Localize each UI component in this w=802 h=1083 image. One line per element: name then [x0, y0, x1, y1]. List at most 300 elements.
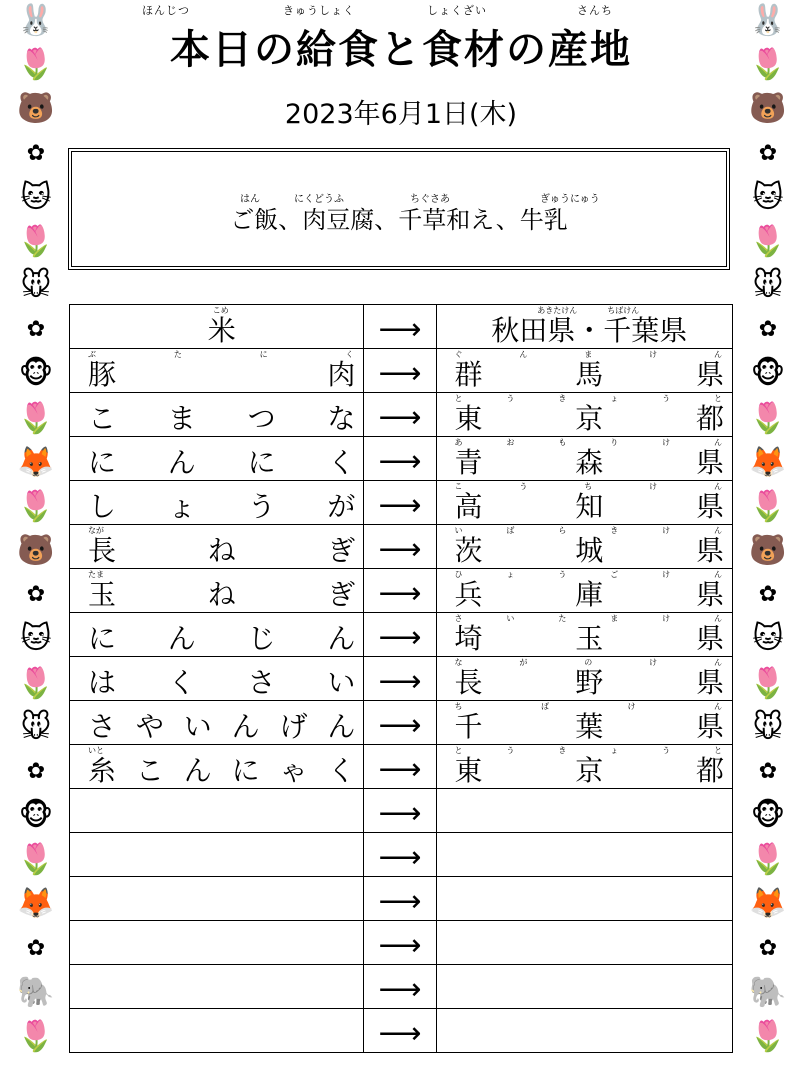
origin-char: 都 — [695, 754, 724, 787]
title-ruby: ほんじつ — [142, 4, 190, 17]
origin-cell — [436, 657, 732, 701]
arrow-cell — [364, 305, 436, 349]
food-char: や — [135, 710, 164, 743]
table-row — [70, 569, 733, 613]
ruby-char: ょ — [506, 570, 515, 579]
food-name — [70, 884, 363, 920]
food-char: ょ — [167, 490, 196, 523]
origin-name — [437, 752, 732, 788]
ingredient-origin-table — [69, 304, 733, 1053]
table-row — [70, 349, 733, 393]
ruby-char: いと — [88, 746, 104, 755]
origin-ruby — [455, 658, 722, 668]
ruby-char: ば — [541, 702, 550, 711]
ruby-char: ぐ — [454, 350, 463, 359]
food-char: ん — [167, 446, 196, 479]
table-row — [70, 393, 733, 437]
food-char: こ — [135, 754, 164, 787]
arrow-icon: ⟶ — [378, 884, 422, 919]
arrow-icon: ⟶ — [378, 620, 422, 655]
ruby-char: ま — [610, 614, 619, 623]
food-name — [70, 840, 363, 876]
arrow-icon: ⟶ — [378, 752, 422, 787]
flower-icon: ✿ — [26, 141, 46, 166]
food-name — [70, 708, 363, 744]
tulip-icon: 🌷 — [17, 47, 55, 82]
elephant-icon: 🐘 — [749, 975, 787, 1010]
origin-char: 都 — [695, 402, 724, 435]
food-ruby — [88, 702, 353, 712]
origin-char: 城 — [575, 534, 604, 567]
food-ruby — [88, 482, 353, 492]
ruby-char: う — [662, 746, 671, 755]
food-name — [70, 400, 363, 436]
food-name — [70, 664, 363, 700]
food-name — [70, 356, 363, 392]
food-char: じ — [247, 622, 276, 655]
food-char: い — [327, 666, 356, 699]
arrow-cell — [364, 481, 436, 525]
ruby-char: ひ — [454, 570, 463, 579]
food-char: 肉 — [327, 358, 356, 391]
origin-name — [437, 356, 732, 392]
tulip-icon: 🌷 — [17, 489, 55, 524]
ruby-char: き — [610, 526, 619, 535]
origin-cell — [436, 569, 732, 613]
food-cell — [70, 657, 364, 701]
origin-name — [437, 620, 732, 656]
table-row — [70, 657, 733, 701]
origin-ruby — [455, 878, 722, 888]
table-row — [70, 701, 733, 745]
food-char: に — [231, 754, 260, 787]
table-row — [70, 437, 733, 481]
ruby-char: と — [454, 394, 463, 403]
ruby-char: あきたけん — [537, 306, 578, 315]
ruby-char: こめ — [212, 306, 229, 315]
ruby-char: に — [259, 350, 268, 359]
ruby-char: と — [713, 394, 722, 403]
tulip-icon: 🌷 — [17, 401, 55, 436]
origin-cell — [436, 613, 732, 657]
origin-cell — [436, 437, 732, 481]
origin-cell — [436, 349, 732, 393]
title-ruby: さんち — [577, 4, 613, 17]
origin-name — [437, 400, 732, 436]
food-name — [70, 752, 363, 788]
fox-icon: 🦊 — [17, 886, 55, 921]
menu-box-inner — [71, 151, 727, 267]
arrow-icon: ⟶ — [378, 796, 422, 831]
tulip-icon: 🌷 — [749, 401, 787, 436]
ruby-char: け — [649, 658, 658, 667]
food-char: つ — [247, 402, 276, 435]
tulip-icon: 🌷 — [749, 1019, 787, 1054]
food-char: く — [327, 754, 356, 787]
arrow-icon: ⟶ — [378, 840, 422, 875]
cat-icon: 🐱 — [752, 180, 784, 215]
food-ruby — [88, 570, 353, 580]
tulip-icon: 🌷 — [749, 224, 787, 259]
left-animal-border — [8, 0, 64, 1083]
arrow-icon: ⟶ — [378, 708, 422, 743]
food-char: に — [88, 446, 117, 479]
arrow-cell — [364, 393, 436, 437]
food-ruby — [88, 394, 353, 404]
flower-icon: ✿ — [758, 936, 778, 961]
menu-ruby: ぎゅうにゅう — [540, 194, 600, 205]
origin-name — [437, 312, 732, 348]
cat-icon: 🐱 — [20, 621, 52, 656]
page-title: 本日の給食と食材の産地 — [170, 27, 632, 73]
menu-box — [68, 148, 730, 270]
ruby-char: い — [506, 614, 515, 623]
food-name — [70, 1016, 363, 1052]
title-ruby: きゅうしょく — [283, 4, 355, 17]
food-char: ね — [207, 534, 236, 567]
arrow-icon: ⟶ — [378, 928, 422, 963]
arrow-cell — [364, 877, 436, 921]
arrow-cell — [364, 789, 436, 833]
ruby-char: き — [558, 746, 567, 755]
ruby-char: ま — [584, 350, 593, 359]
arrow-cell — [364, 1009, 436, 1053]
food-char: ん — [327, 622, 356, 655]
food-name — [70, 928, 363, 964]
ruby-char: き — [558, 394, 567, 403]
food-name — [70, 796, 363, 832]
arrow-cell — [364, 745, 436, 789]
origin-char: 県 — [695, 358, 724, 391]
origin-char: 県 — [695, 710, 724, 743]
mouse-icon: 🐭 — [752, 268, 784, 303]
arrow-icon: ⟶ — [378, 444, 422, 479]
ruby-char: ん — [519, 350, 528, 359]
ruby-char: う — [662, 394, 671, 403]
ruby-char: た — [558, 614, 567, 623]
food-ruby — [88, 350, 353, 360]
origin-char: 県 — [695, 622, 724, 655]
table-row — [70, 833, 733, 877]
ruby-char: う — [558, 570, 567, 579]
food-name — [70, 620, 363, 656]
mouse-icon: 🐭 — [20, 268, 52, 303]
arrow-icon: ⟶ — [378, 664, 422, 699]
food-ruby — [88, 790, 353, 800]
ruby-char: ん — [713, 658, 722, 667]
origin-cell — [436, 921, 732, 965]
ruby-char: たま — [88, 570, 104, 579]
origin-ruby — [455, 482, 722, 492]
origin-char: 高 — [454, 490, 483, 523]
ruby-char: い — [454, 526, 463, 535]
arrow-cell — [364, 965, 436, 1009]
fox-icon: 🦊 — [749, 886, 787, 921]
origin-char: 県 — [695, 578, 724, 611]
food-char: ん — [327, 710, 356, 743]
rabbit-icon: 🐰 — [17, 3, 55, 38]
food-ruby — [88, 834, 353, 844]
cat-icon: 🐱 — [752, 621, 784, 656]
origin-char: 県 — [695, 490, 724, 523]
table-row — [70, 877, 733, 921]
menu-ruby: にくどうふ — [294, 194, 344, 205]
origin-char: 群 — [454, 358, 483, 391]
menu-ruby: ちぐさあ — [410, 194, 450, 205]
arrow-cell — [364, 569, 436, 613]
ruby-char: ん — [713, 570, 722, 579]
food-char: 玉 — [88, 578, 117, 611]
arrow-cell — [364, 701, 436, 745]
ruby-char: ら — [558, 526, 567, 535]
food-char: は — [88, 666, 117, 699]
origin-ruby — [455, 922, 722, 932]
ruby-char: ん — [713, 482, 722, 491]
ruby-char: け — [662, 438, 671, 447]
origin-name — [437, 708, 732, 744]
origin-char: 埼 — [454, 622, 483, 655]
food-cell — [70, 877, 364, 921]
food-ruby — [88, 878, 353, 888]
origin-cell — [436, 481, 732, 525]
tulip-icon: 🌷 — [17, 842, 55, 877]
food-name — [70, 488, 363, 524]
arrow-icon: ⟶ — [378, 532, 422, 567]
food-char: ゃ — [279, 754, 308, 787]
food-char: げ — [279, 710, 308, 743]
ruby-char: が — [519, 658, 528, 667]
food-cell — [70, 745, 364, 789]
origin-char: 玉 — [575, 622, 604, 655]
origin-name — [437, 884, 732, 920]
food-ruby — [88, 922, 353, 932]
ruby-char: ち — [584, 482, 593, 491]
origin-ruby — [455, 966, 722, 976]
origin-name — [437, 576, 732, 612]
origin-char: 馬 — [575, 358, 604, 391]
origin-char: 県 — [695, 534, 724, 567]
mouse-icon: 🐭 — [20, 710, 52, 745]
origin-cell — [436, 393, 732, 437]
cat-icon: 🐱 — [20, 180, 52, 215]
table-row — [70, 965, 733, 1009]
arrow-cell — [364, 921, 436, 965]
origin-char: 青 — [454, 446, 483, 479]
title-block — [0, 2, 802, 92]
fox-icon: 🦊 — [749, 445, 787, 480]
ruby-char: ご — [610, 570, 619, 579]
arrow-icon: ⟶ — [378, 972, 422, 1007]
food-char: さ — [88, 710, 117, 743]
ruby-char: ん — [713, 702, 722, 711]
table-row — [70, 481, 733, 525]
tulip-icon: 🌷 — [749, 842, 787, 877]
food-char: う — [247, 490, 276, 523]
food-cell — [70, 789, 364, 833]
food-char: く — [327, 446, 356, 479]
ruby-char: さ — [454, 614, 463, 623]
origin-cell — [436, 305, 732, 349]
menu-ruby: はん — [240, 194, 260, 205]
ruby-char: ょ — [610, 394, 619, 403]
food-cell — [70, 701, 364, 745]
food-name — [70, 532, 363, 568]
ruby-char: あ — [454, 438, 463, 447]
origin-name — [437, 928, 732, 964]
food-cell — [70, 921, 364, 965]
arrow-cell — [364, 657, 436, 701]
food-cell — [70, 965, 364, 1009]
origin-ruby — [455, 834, 722, 844]
food-ruby — [88, 306, 353, 316]
ruby-char: け — [662, 570, 671, 579]
ruby-char: ち — [454, 702, 463, 711]
arrow-cell — [364, 349, 436, 393]
ruby-char: う — [506, 746, 515, 755]
food-char: し — [88, 490, 117, 523]
food-name — [70, 444, 363, 480]
food-char: に — [88, 622, 117, 655]
origin-name — [437, 796, 732, 832]
food-char: な — [327, 402, 356, 435]
ruby-char: ちばけん — [607, 306, 640, 315]
ruby-char: ん — [713, 526, 722, 535]
ruby-char: う — [519, 482, 528, 491]
ruby-char: う — [506, 394, 515, 403]
arrow-cell — [364, 437, 436, 481]
origin-char: 森 — [575, 446, 604, 479]
table-row — [70, 305, 733, 349]
flower-icon: ✿ — [758, 759, 778, 784]
right-animal-border — [740, 0, 796, 1083]
flower-icon: ✿ — [758, 317, 778, 342]
mouse-icon: 🐭 — [752, 710, 784, 745]
menu-text: ご飯、肉豆腐、千草和え、牛乳 — [230, 206, 568, 234]
ruby-char: ん — [713, 614, 722, 623]
monkey-icon: 🐵 — [18, 356, 54, 391]
food-char: 豚 — [88, 358, 117, 391]
origin-ruby — [455, 350, 722, 360]
food-char: ね — [207, 578, 236, 611]
origin-name — [437, 972, 732, 1008]
origin-ruby — [455, 746, 722, 756]
food-char: ぎ — [327, 578, 356, 611]
origin-cell — [436, 789, 732, 833]
food-char: ま — [167, 402, 196, 435]
origin-cell — [436, 965, 732, 1009]
food-cell — [70, 393, 364, 437]
arrow-cell — [364, 613, 436, 657]
food-cell — [70, 1009, 364, 1053]
ruby-char: と — [713, 746, 722, 755]
origin-cell — [436, 745, 732, 789]
bear-icon: 🐻 — [749, 91, 787, 126]
ruby-char: く — [345, 350, 354, 359]
rabbit-icon: 🐰 — [749, 3, 787, 38]
food-cell — [70, 613, 364, 657]
food-ruby — [88, 658, 353, 668]
food-char: 米 — [207, 314, 236, 347]
origin-name — [437, 532, 732, 568]
ruby-char: の — [584, 658, 593, 667]
tulip-icon: 🌷 — [749, 489, 787, 524]
flower-icon: ✿ — [26, 936, 46, 961]
tulip-icon: 🌷 — [749, 666, 787, 701]
ruby-char: も — [558, 438, 567, 447]
origin-char: 京 — [575, 402, 604, 435]
food-ruby — [88, 746, 353, 756]
tulip-icon: 🌷 — [17, 666, 55, 701]
ruby-char: ん — [713, 350, 722, 359]
food-cell — [70, 481, 364, 525]
food-char: が — [327, 490, 356, 523]
food-char: い — [183, 710, 212, 743]
bear-icon: 🐻 — [749, 533, 787, 568]
origin-name — [437, 488, 732, 524]
ruby-char: こ — [454, 482, 463, 491]
food-cell — [70, 525, 364, 569]
tulip-icon: 🌷 — [749, 47, 787, 82]
origin-char: 茨 — [454, 534, 483, 567]
food-cell — [70, 833, 364, 877]
origin-cell — [436, 877, 732, 921]
origin-char: 葉 — [575, 710, 604, 743]
table-row — [70, 613, 733, 657]
food-name — [70, 576, 363, 612]
food-char: 糸 — [88, 754, 117, 787]
origin-name — [437, 1016, 732, 1052]
food-char: く — [167, 666, 196, 699]
food-char: ん — [231, 710, 260, 743]
flower-icon: ✿ — [758, 141, 778, 166]
origin-ruby — [455, 1010, 722, 1020]
ruby-char: た — [173, 350, 182, 359]
food-char: 長 — [88, 534, 117, 567]
origin-char: 東 — [454, 754, 483, 787]
origin-ruby — [455, 570, 722, 580]
monkey-icon: 🐵 — [750, 798, 786, 833]
bear-icon: 🐻 — [17, 533, 55, 568]
origin-ruby — [455, 790, 722, 800]
arrow-icon: ⟶ — [378, 1016, 422, 1051]
food-ruby — [88, 438, 353, 448]
ruby-char: ば — [506, 526, 515, 535]
food-char: ん — [167, 622, 196, 655]
table-row — [70, 921, 733, 965]
ruby-char: ょ — [610, 746, 619, 755]
arrow-cell — [364, 525, 436, 569]
tulip-icon: 🌷 — [17, 224, 55, 259]
food-name — [70, 972, 363, 1008]
ruby-char: お — [506, 438, 515, 447]
fox-icon: 🦊 — [17, 445, 55, 480]
origin-ruby — [455, 614, 722, 624]
flower-icon: ✿ — [26, 759, 46, 784]
origin-ruby — [455, 526, 722, 536]
origin-ruby — [455, 394, 722, 404]
origin-ruby — [455, 438, 722, 448]
origin-char: 千 — [454, 710, 483, 743]
origin-char: 京 — [575, 754, 604, 787]
table-row — [70, 789, 733, 833]
ruby-char: な — [454, 658, 463, 667]
origin-cell — [436, 1009, 732, 1053]
food-char: さ — [247, 666, 276, 699]
ruby-char: け — [662, 614, 671, 623]
flower-icon: ✿ — [26, 582, 46, 607]
food-cell — [70, 437, 364, 481]
origin-name — [437, 664, 732, 700]
